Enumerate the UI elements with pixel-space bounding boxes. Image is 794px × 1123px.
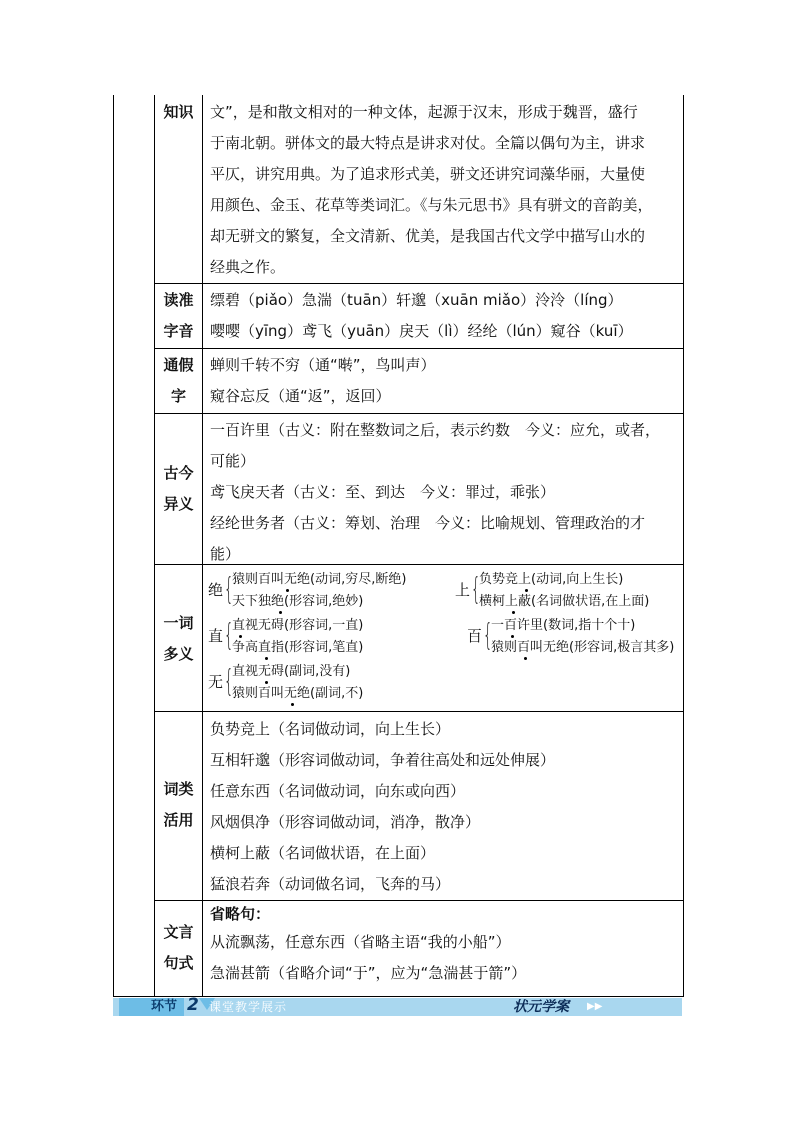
label-line: 古今 (163, 464, 194, 482)
banner-number: 2 (187, 995, 199, 1015)
text-line: 从流飘荡，任意东西（省略主语“我的小船”） (210, 933, 511, 951)
study-table (113, 95, 684, 997)
polysemy-group (208, 569, 448, 613)
text-line: 任意东西（名词做动词，向东或向西） (210, 782, 466, 800)
group-item: 横柯上蔽(名词做状语,在上面) (479, 594, 650, 609)
label-line: 读准 (163, 291, 194, 309)
group-item: 天下独绝(形容词,绝妙) (232, 594, 364, 609)
row-label (155, 95, 203, 283)
text-line: 可能） (210, 452, 256, 470)
group-head-char: 无 (208, 673, 224, 691)
group-item: 猿则百叫无绝(形容词,极言其多) (491, 640, 675, 655)
row-content (210, 415, 677, 570)
text-line: 能） (210, 545, 241, 563)
text-line: 平仄，讲究用典。为了追求形式美，骈文还讲究词藻华丽，大量使 (210, 165, 646, 183)
row-ancient-modern (155, 414, 683, 565)
text-line: 却无骈文的繁复，全文清新、优美，是我国古代文学中描写山水的 (210, 227, 646, 245)
text-line: 文”，是和散文相对的一种文体，起源于汉末，形成于魏晋，盛行 (210, 103, 638, 121)
row-sentence-pattern (155, 901, 683, 996)
side-column (114, 95, 155, 996)
row-label (155, 565, 203, 711)
text-line: 嘤嘤（yīng）鸢飞（yuān）戾天（lì）经纶（lún）窥谷（kuī） (210, 322, 633, 340)
polysemy-group (208, 661, 448, 705)
label-line: 异义 (163, 495, 194, 513)
text-line: 风烟俱净（形容词做动词，消净，散净） (210, 813, 481, 831)
text-line: 一百许里（古义：附在整数词之后，表示约数 今义：应允，或者， (210, 421, 661, 439)
row-interchangeable (155, 349, 683, 414)
subheading: 省略句： (210, 905, 271, 923)
group-item: 直视无碍(副词,没有) (232, 664, 351, 679)
emphasis-dot (279, 611, 282, 614)
brace-icon: { (224, 572, 234, 607)
emphasis-dot (265, 681, 268, 684)
text-line: 蝉则千转不穷（通“啭”，鸟叫声） (210, 356, 436, 374)
text-line: 猛浪若奔（动词做名词，飞奔的马） (210, 875, 451, 893)
brand-logo: 状元学案 (513, 999, 569, 1015)
group-item: 猿则百叫无绝(动词,穷尽,断绝) (232, 572, 407, 587)
text-line: 横柯上蔽（名词做状语，在上面） (210, 844, 436, 862)
group-head-char: 百 (467, 627, 483, 645)
text-line: 用颜色、金玉、花草等类词汇。《与朱元思书》具有骈文的音韵美， (210, 196, 653, 214)
row-knowledge (155, 95, 683, 284)
text-line: 急湍甚箭（省略介词“于”，应为“急湍甚于箭”） (210, 964, 527, 982)
label-line: 多义 (163, 645, 194, 663)
text-line: 缥碧（piǎo）急湍（tuān）轩邈（xuān miǎo）泠泠（líng） (210, 291, 623, 309)
group-item: 直视无碍(形容词,一直) (232, 618, 364, 633)
polysemy-group (455, 569, 680, 613)
row-content (210, 901, 677, 989)
emphasis-dot (291, 703, 294, 706)
row-polysemy (155, 565, 683, 712)
text-line: 经纶世务者（古义：筹划、治理 今义：比喻规划、管理政治的才 (210, 514, 646, 532)
row-content (210, 714, 677, 900)
row-label (155, 284, 203, 348)
label-line: 活用 (163, 811, 194, 829)
emphasis-dot (525, 589, 528, 592)
emphasis-dot (524, 657, 527, 660)
text-line: 互相轩邈（形容词做动词，争着往高处和远处伸展） (210, 751, 556, 769)
label-line: 词类 (163, 780, 194, 798)
banner-prefix: 环节 (151, 999, 178, 1014)
row-label (155, 712, 203, 900)
row-content (210, 285, 677, 347)
label-line: 一词 (163, 614, 194, 632)
emphasis-dot (511, 635, 514, 638)
emphasis-dot (265, 657, 268, 660)
group-head-char: 上 (455, 581, 471, 599)
label-line: 字音 (163, 322, 194, 340)
brace-icon: { (224, 618, 234, 653)
row-content (210, 350, 677, 412)
label-line: 通假 (163, 356, 194, 374)
label-line: 句式 (163, 954, 194, 972)
row-pronunciation (155, 284, 683, 349)
row-label (155, 349, 203, 413)
text-line: 于南北朝。骈体文的最大特点是讲求对仗。全篇以偶句为主，讲求 (210, 134, 646, 152)
text-line: 经典之作。 (210, 258, 286, 276)
double-arrow-icon: ▶▶ (587, 1001, 603, 1012)
row-label (155, 414, 203, 564)
banner-title: 课堂教学展示 (209, 1000, 288, 1014)
group-item: 一百许里(数词,指十个十) (491, 618, 636, 633)
text-line: 窥谷忘反（通“返”，返回） (210, 387, 391, 405)
group-item: 负势竞上(动词,向上生长) (479, 572, 624, 587)
row-content (210, 97, 677, 283)
polysemy-group (208, 615, 448, 659)
section-banner (113, 995, 682, 1016)
label-line: 字 (170, 387, 186, 405)
group-item: 争高直指(形容词,笔直) (232, 640, 364, 655)
brace-icon: { (483, 618, 493, 653)
row-word-class (155, 712, 683, 901)
group-item: 猿则百叫无绝(副词,不) (232, 686, 364, 701)
polysemy-group (467, 615, 682, 659)
emphasis-dot (286, 589, 289, 592)
brace-icon: { (224, 664, 234, 699)
text-line: 负势竞上（名词做动词，向上生长） (210, 720, 451, 738)
group-head-char: 绝 (208, 581, 224, 599)
row-label (155, 901, 203, 996)
emphasis-dot (512, 611, 515, 614)
text-line: 鸢飞戾天者（古义：至、到达 今义：罪过，乖张） (210, 483, 556, 501)
emphasis-dot (239, 635, 242, 638)
label-line: 知识 (163, 103, 194, 121)
group-head-char: 直 (208, 627, 224, 645)
label-line: 文言 (163, 923, 194, 941)
brace-icon: { (471, 572, 481, 607)
